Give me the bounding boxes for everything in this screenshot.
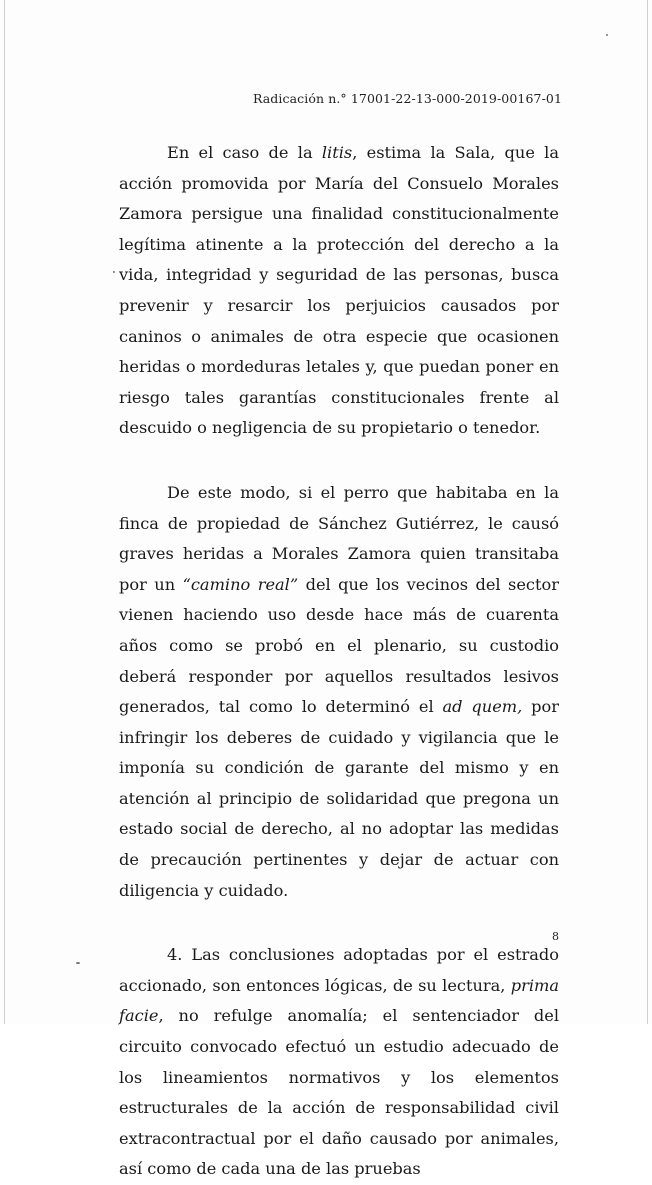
paragraph-1: [119, 138, 559, 444]
paragraph-2: [119, 478, 559, 906]
scan-speck: [113, 271, 115, 273]
scan-speck: [76, 962, 80, 964]
document-body: [119, 138, 559, 1185]
text-segment: por infringir los deberes de cuidado y vigilancia que le imponía su condición de garante del mismo y en atención al principio de solidaridad que pregona un estado social de derecho, al no adoptar las medidas de precaución pertinentes y dejar de actuar con diligencia y cuidado.: [119, 697, 559, 900]
text-segment: 4. Las conclusiones adoptadas por el estrado accionado, son entonces lógicas, de su lectura,: [119, 945, 559, 995]
italic-term: “camino real”: [182, 574, 299, 594]
paragraph-3: [119, 940, 559, 1185]
italic-term: litis: [321, 143, 353, 162]
italic-term: prima facie: [119, 975, 559, 1026]
text-segment: del que los vecinos del sector vienen haciendo uso desde hace más de cuarenta años como se probó en el plenario, su custodio deberá responder por aquellos resultados lesivos generados, tal como lo determinó el: [119, 574, 559, 717]
text-segment: , no refulge anomalía; el sentenciador del circuito convocado efectuó un estudio adecuado de los lineamientos normativos y los elementos estructurales de la acción de responsabilidad civil extracontractual por el daño causado por animales, así como de cada una de las pruebas: [119, 1006, 559, 1179]
page-number: 8: [552, 930, 559, 943]
scan-edge-left: [4, 0, 5, 1024]
text-segment: , estima la Sala, que la acción promovida por María del Consuelo Morales Zamora persigue una finalidad constitucionalmente legítima atinente a la protección del derecho a la vida, integridad y seguridad de las personas, busca prevenir y resarcir los perjuicios causados por caninos o animales de otra especie que ocasionen heridas o mordeduras letales y, que puedan poner en riesgo tales garantías constitucionales frente al descuido o negligencia de su propietario o tenedor.: [119, 143, 559, 438]
text-segment: De este modo, si el perro que habitaba en la finca de propiedad de Sánchez Gutiérrez, le causó graves heridas a Morales Zamora quien transitaba por un: [119, 482, 559, 594]
scan-speck: [606, 34, 608, 36]
italic-term: ad quem,: [442, 697, 523, 717]
radicacion-header: Radicación n.° 17001-22-13-000-2019-00167-01: [252, 91, 562, 106]
text-segment: En el caso de la: [167, 143, 322, 162]
scan-edge-right: [647, 0, 648, 1024]
